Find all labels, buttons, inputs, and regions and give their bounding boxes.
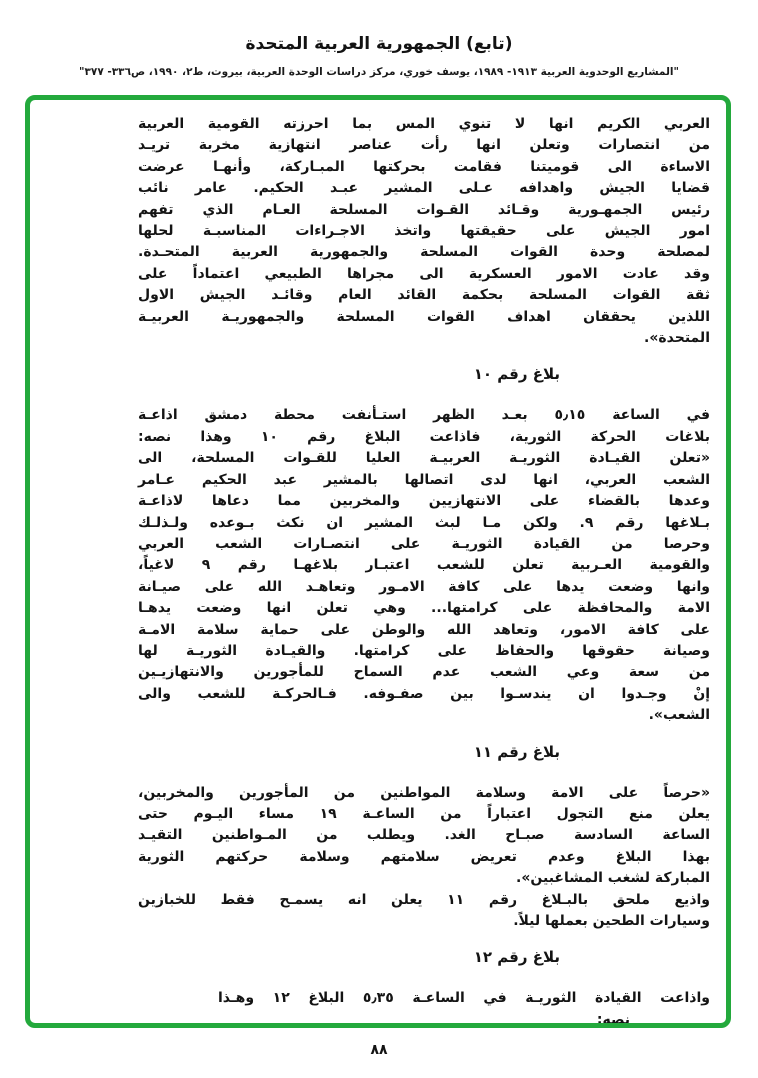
text-line: ثقة القوات المسلحة بحكمة القائد العام وقائـد الجيش الاول xyxy=(138,287,710,304)
text-line: «حرصاً على الامة وسلامة المواطنين من المأجورين والمخربين، xyxy=(138,784,710,801)
text-line: اللذين يحققان اهداف القوات المسلحة والجمهوريـة العربيـة xyxy=(138,308,710,325)
text-line: إنْ وجـدوا ان يندسـوا بين صفـوفه. فـالحركـة للشعب والى xyxy=(138,685,710,702)
text-line: من سعة وعي الشعب عدم السماح للمأجورين والانتهازيـين xyxy=(138,664,710,681)
paragraph xyxy=(138,988,710,1028)
text-line: وقد عادت الامور العسكرية الى مجراها الطبيعي اعتماداً على xyxy=(138,265,710,282)
text-line: بـلاغها رقم ٩. ولكن مـا لبث المشير ان نكث بـوعده ولـذلـك xyxy=(138,514,710,531)
text-line: الساعة السادسة صبـاح الغد. ويطلب من المـواطنين التقيـد xyxy=(138,827,710,844)
text-line: في الساعة ٥٫١٥ بعـد الظهر استـأنفت محطة دمشق اذاعـة xyxy=(138,407,710,424)
text-line: الاساءة الى قوميتنا فقامت بحركتها المبـاركة، وأنهـا عرضت xyxy=(138,158,710,175)
page-number: ٨٨ xyxy=(370,1042,388,1058)
text-line: واذيع ملحق بالبـلاغ رقم ١١ يعلن انه يسمـح فقط للخبازين xyxy=(138,891,711,908)
text-line: «تعلن القيـادة الثوريـة العربيـة العليا للقـوات المسلحة، الى xyxy=(138,450,710,467)
paragraph xyxy=(138,405,710,726)
paragraph xyxy=(138,114,710,349)
text-line: رئيس الجمهـورية وقـائد القـوات المسلحة العـام الذي تفهم xyxy=(138,201,710,218)
text-line: وسيارات الطحين بعملها ليلاً. xyxy=(513,913,710,929)
text-line: يعلن منع التجول اعتباراً من الساعـة ١٩ مساء اليـوم حتى xyxy=(138,805,710,822)
text-line: العربي الكريم انها لا تنوي المس بما احرزته القومية العربية xyxy=(138,116,710,132)
section-heading: بلاغ رقم ١٢ xyxy=(473,948,560,967)
text-line: واذاعت القيادة الثوريـة في الساعـة ٥٫٣٥ البلاغ ١٢ وهـذا xyxy=(218,990,710,1007)
text-line: المتحدة». xyxy=(644,330,710,347)
section-heading: بلاغ رقم ١١ xyxy=(473,742,560,761)
text-line: لمصلحة وحدة القوات المسلحة والجمهورية العربية المتحـدة. xyxy=(138,244,710,261)
text-line: من انتصارات وتعلن انها رأت عناصر انتهازية مخربة تريـد xyxy=(138,137,710,154)
text-line: بهذا البلاغ وعدم تعريض سلامتهم وسلامة حركتهم الثورية xyxy=(138,848,710,865)
paragraph xyxy=(138,783,710,933)
source-citation: "المشاريع الوحدوية العربية ١٩١٣- ١٩٨٩، يوسف خوري، مركز دراسات الوحدة العربية، بيروت، ط٢، ١٩٩٠، ص٣٣٦- ٣٧٧" xyxy=(79,66,679,78)
text-line: والقومية العـربية تعلن للشعب اعتبـار بلاغهـا رقم ٩ لاغياً، xyxy=(138,557,710,574)
document-header xyxy=(0,0,758,79)
text-line: نصه: xyxy=(596,1011,630,1028)
text-line: قضايا الجيش واهدافه عـلى المشير عبـد الحكيم. عامر نائب xyxy=(138,180,710,197)
text-line: الامة والمحافظة على كرامتها... وهي تعلن انها وضعت يدهـا xyxy=(138,600,710,617)
content-box xyxy=(25,95,731,1028)
text-line: المباركة لشغب المشاغبين». xyxy=(516,870,710,887)
text-line: وانها وضعت يدها على كافة الامـور وتعاهـد الله على صيـانة xyxy=(138,578,710,595)
text-line: وصيانة حقوقها والحفاظ على كرامتها. والقيـادة الثوريـة لها xyxy=(138,642,710,659)
document-body xyxy=(138,114,710,1028)
text-line: امور الجيش على حقيقتها واتخذ الاجـراءات المناسبـة لحلها xyxy=(138,223,710,240)
text-line: وعدها بالقضاء على الانتهازيين والمخربين مما دعاها لاذاعـة xyxy=(138,493,710,510)
page-title: (تابع) الجمهورية العربية المتحدة xyxy=(245,34,513,54)
section-heading: بلاغ رقم ١٠ xyxy=(473,365,560,384)
text-line: وحرصا من القيادة الثوريـة على انتصـارات الشعب العربي xyxy=(138,535,710,552)
text-line: الشعب العربي، انها لدى اتصالها بالمشير عبد الحكيم عـامر xyxy=(138,471,710,488)
text-line: على كافة الامور، وتعاهد الله والوطن على حماية سلامة الامـة xyxy=(138,621,710,638)
text-line: الشعب». xyxy=(648,707,710,724)
text-line: بلاغات الحركة الثورية، فاذاعت البلاغ رقم ١٠ وهذا نصه: xyxy=(138,428,710,445)
